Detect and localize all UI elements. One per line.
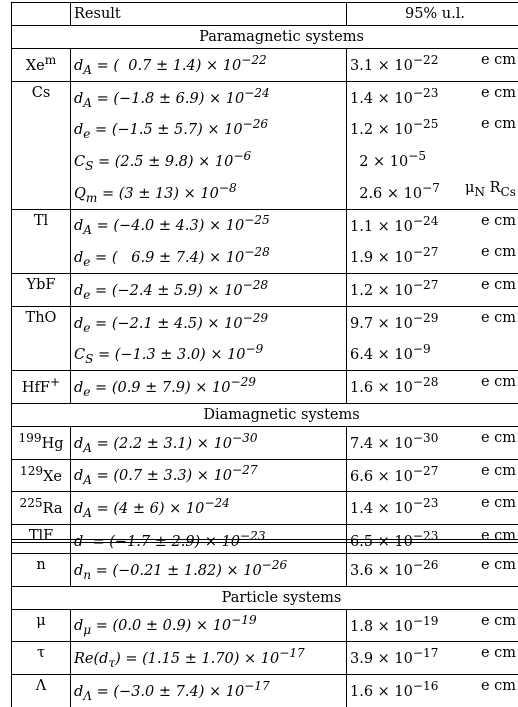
unit-label: $\mu_N$ $R_{Cs}$ [465,177,516,205]
unit-label: e cm [481,427,516,455]
header-result: Result [71,3,347,26]
header-upper-limit: 95% u.l. [347,3,518,26]
table-row [12,553,518,586]
unit-label: e cm [481,241,516,269]
unit-label: e cm [481,675,516,703]
unit-label: e cm [481,525,516,553]
unit-label: e cm [481,274,516,302]
table-row [12,177,518,209]
table-row [12,81,518,113]
system-cell [12,338,71,370]
upper-limit-value: $1.2 \times 10^{-27}$ [350,274,438,302]
result-cell: $C_S = (2.5 \pm 9.8) \times 10^{-6}$ [71,145,347,177]
upper-limit-cell [347,241,518,273]
result-cell: $d_A = (0.7 \pm 3.3) \times 10^{-27}$ [71,459,347,492]
bottom-rule [11,539,518,540]
upper-limit-value: $9.7 \times 10^{-29}$ [350,307,438,335]
system-cell: $^{225}$Ra [12,492,71,525]
system-cell [12,113,71,145]
upper-limit-value: $3.6 \times 10^{-26}$ [350,554,438,582]
section-header-row [12,403,518,426]
system-cell: HfF+ [12,371,71,404]
section-header-row [12,586,518,609]
upper-limit-value: $6.5 \times 10^{-23}$ [350,525,438,553]
table-row [12,609,518,642]
system-cell: TlF [12,525,71,554]
upper-limit-cell [347,609,518,642]
upper-limit-cell [347,675,518,707]
system-cell: $^{129}$Xe [12,459,71,492]
upper-limit-cell [347,274,518,307]
result-cell: $C_S = (-1.3 \pm 3.0) \times 10^{-9}$ [71,338,347,370]
unit-label: e cm [481,113,516,141]
result-cell: $d_\mu = (0.0 \pm 0.9) \times 10^{-19}$ [71,609,347,642]
header-row [12,3,518,26]
result-cell: $d_A = (-1.8 \pm 6.9) \times 10^{-24}$ [71,81,347,113]
upper-limit-cell [347,145,518,177]
system-cell [12,241,71,273]
upper-limit-value: $1.4 \times 10^{-23}$ [350,82,438,110]
table-row [12,371,518,404]
upper-limit-cell [347,426,518,459]
system-cell: n [12,553,71,586]
upper-limit-value: $1.1 \times 10^{-24}$ [350,210,438,238]
upper-limit-value: $1.4 \times 10^{-23}$ [350,492,438,520]
table-row [12,241,518,273]
table-row [12,642,518,675]
table-row [12,209,518,241]
upper-limit-cell [347,49,518,82]
system-cell: Xe$^m$ [12,49,71,82]
upper-limit-value: $3.1 \times 10^{-22}$ [350,49,438,77]
upper-limit-value: $1.6 \times 10^{-28}$ [350,371,438,399]
upper-limit-value: $1.6 \times 10^{-16}$ [350,675,438,703]
section-title: Paramagnetic systems [12,26,518,49]
section-title: Particle systems [12,586,518,609]
result-cell: $d_A = (-4.0 \pm 4.3) \times 10^{-25}$ [71,209,347,241]
result-cell: $d_e = (-1.5 \pm 5.7) \times 10^{-26}$ [71,113,347,145]
result-cell: $d = (-1.7 \pm 2.9) \times 10^{-23}$ [71,525,347,554]
upper-limit-cell [347,642,518,675]
upper-limit-cell [347,492,518,525]
upper-limit-cell [347,553,518,586]
unit-label: e cm [481,371,516,399]
unit-label: e cm [481,554,516,582]
system-cell: YbF [12,274,71,307]
result-cell: $d_e = (-2.4 \pm 5.9) \times 10^{-28}$ [71,274,347,307]
table-row [12,49,518,82]
upper-limit-value: $3.9 \times 10^{-17}$ [350,642,438,670]
unit-label: e cm [481,307,516,335]
edm-results-table [11,2,518,707]
table-row [12,145,518,177]
table-row [12,426,518,459]
upper-limit-value: $2 \times 10^{-5}$ [350,145,426,173]
upper-limit-value: $6.6 \times 10^{-27}$ [350,460,438,488]
table-row [12,306,518,338]
result-cell: $d_A$ = ( $0.7 \pm 1.4) \times 10^{-22}$ [71,49,347,82]
system-cell: ThO [12,306,71,338]
section-title: Diamagnetic systems [12,403,518,426]
upper-limit-cell [347,177,518,209]
table-row [12,338,518,370]
unit-label: e cm [481,210,516,238]
bottom-rule-double [11,542,518,543]
unit-label: e cm [481,49,516,77]
table-row [12,459,518,492]
table-row [12,113,518,145]
table-row [12,675,518,707]
result-cell: $d_A = (4 \pm 6) \times 10^{-24}$ [71,492,347,525]
upper-limit-value: $6.4 \times 10^{-9}$ [350,338,431,366]
table-row [12,274,518,307]
result-cell: $d_\Lambda = (-3.0 \pm 7.4) \times 10^{-17}$ [71,675,347,707]
upper-limit-cell [347,209,518,241]
upper-limit-value: $7.4 \times 10^{-30}$ [350,427,438,455]
unit-label: e cm [481,460,516,488]
system-cell [12,177,71,209]
section-header-row [12,26,518,49]
upper-limit-value: $2.6 \times 10^{-7}$ [350,177,440,205]
system-cell: Tl [12,209,71,241]
upper-limit-cell [347,338,518,370]
unit-label: e cm [481,492,516,520]
header-system [12,3,71,26]
result-cell: $Re(d_\tau) = (1.15 \pm 1.70) \times 10^{-17}$ [71,642,347,675]
result-cell: $d_e$ = ( $6.9 \pm 7.4) \times 10^{-28}$ [71,241,347,273]
upper-limit-cell [347,306,518,338]
table-row [12,492,518,525]
upper-limit-value: $1.8 \times 10^{-19}$ [350,610,438,638]
upper-limit-cell [347,371,518,404]
upper-limit-cell [347,81,518,113]
unit-label: e cm [481,642,516,670]
result-cell: $d_n = (-0.21 \pm 1.82) \times 10^{-26}$ [71,553,347,586]
upper-limit-cell [347,113,518,145]
system-cell: μ [12,609,71,642]
system-cell: τ [12,642,71,675]
upper-limit-value: $1.9 \times 10^{-27}$ [350,241,438,269]
upper-limit-cell [347,459,518,492]
unit-label: e cm [481,610,516,638]
result-cell: $d_e = (0.9 \pm 7.9) \times 10^{-29}$ [71,371,347,404]
unit-label: e cm [481,82,516,110]
result-cell: $d_e = (-2.1 \pm 4.5) \times 10^{-29}$ [71,306,347,338]
result-cell: $d_A = (2.2 \pm 3.1) \times 10^{-30}$ [71,426,347,459]
system-cell [12,145,71,177]
system-cell: Cs [12,81,71,113]
system-cell: $^{199}$Hg [12,426,71,459]
result-cell: $Q_m = (3 \pm 13) \times 10^{-8}$ [71,177,347,209]
system-cell: Λ [12,675,71,707]
upper-limit-value: $1.2 \times 10^{-25}$ [350,113,438,141]
